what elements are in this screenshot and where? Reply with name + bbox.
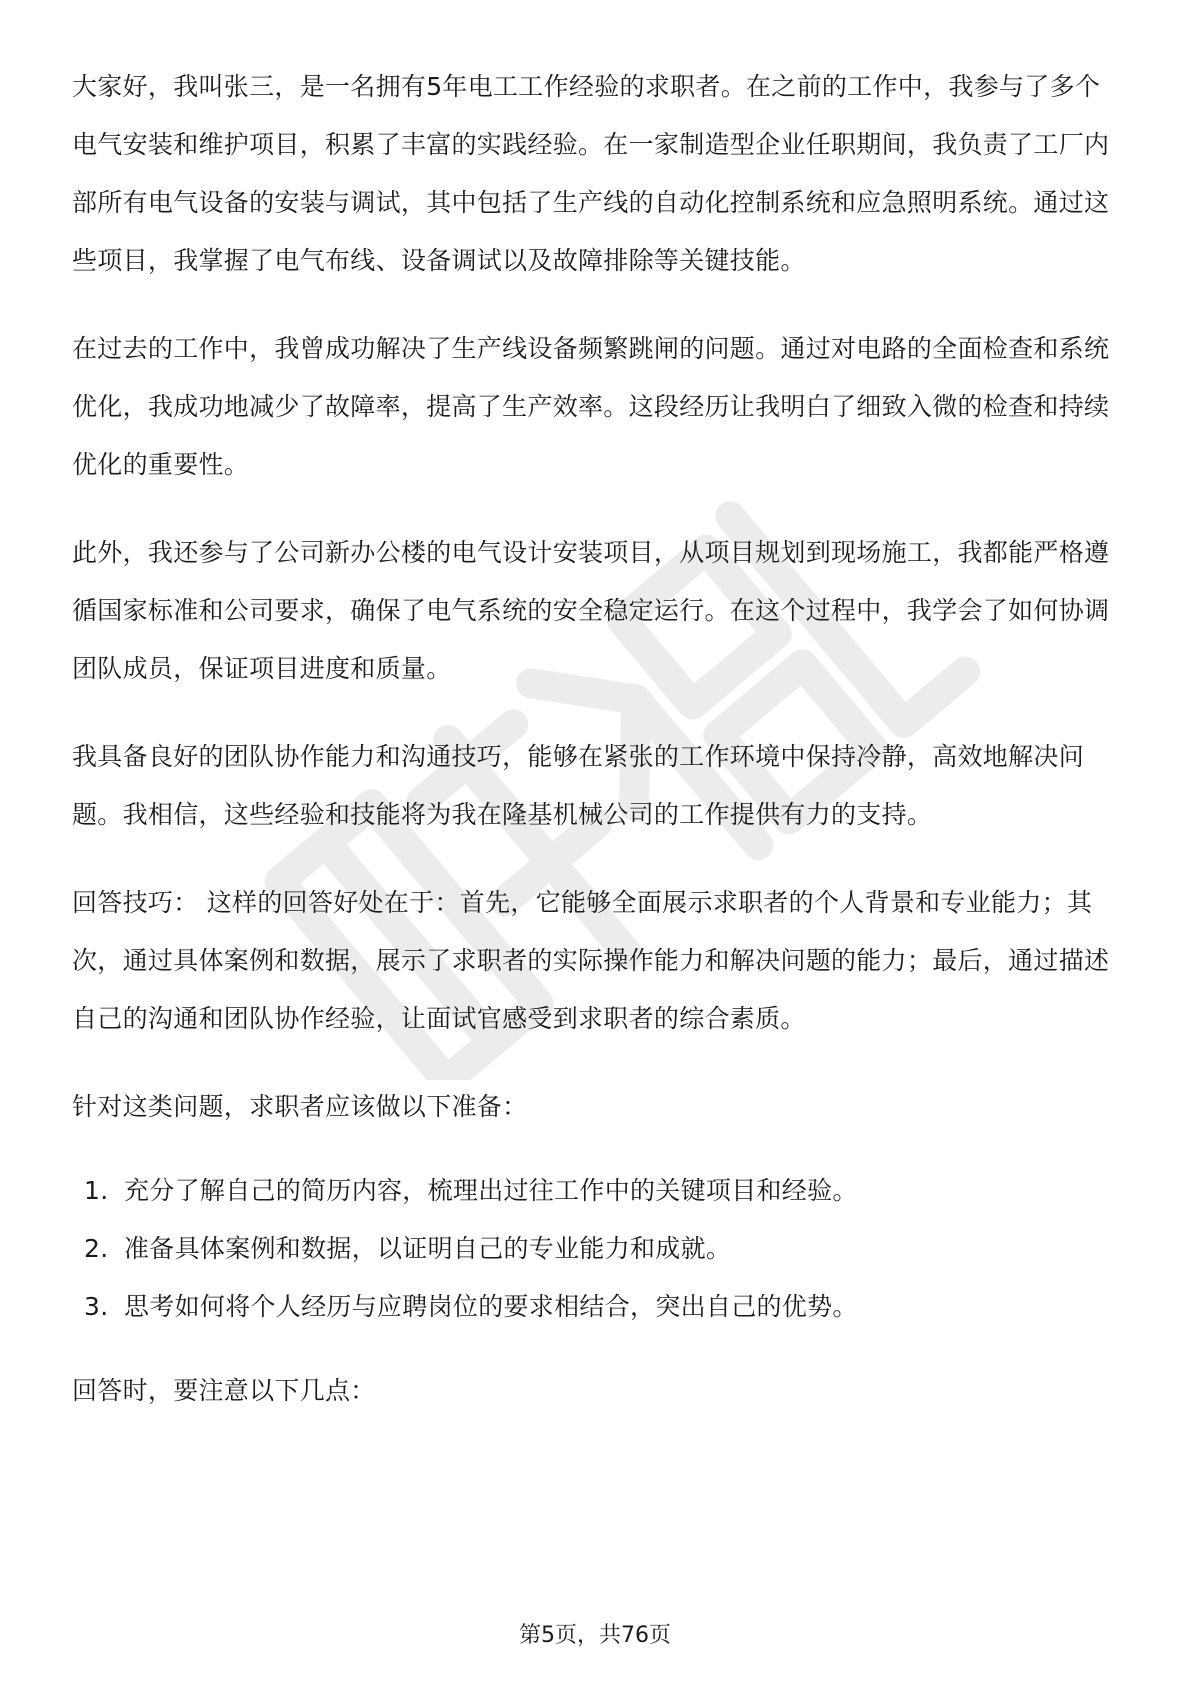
page-footer: 第5页，共76页 (519, 1623, 671, 1648)
document-body (72, 58, 1122, 1450)
paragraph-intro: 大家好，我叫张三，是一名拥有5年电工工作经验的求职者。在之前的工作中，我参与了多个电气安装和维护项目，积累了丰富的实践经验。在一家制造型企业任职期间，我负责了工厂内部所有电气设备的安装与调试，其中包括了生产线的自动化控制系统和应急照明系统。通过这些项目，我掌握了电气布线、设备调试以及故障排除等关键技能。 (72, 72, 1110, 275)
list-text: 思考如何将个人经历与应聘岗位的要求相结合，突出自己的优势。 (124, 1292, 858, 1321)
list-number: 1. (84, 1176, 109, 1205)
list-number: 2. (84, 1234, 109, 1263)
list-item (72, 1278, 1122, 1336)
list-item (72, 1162, 1122, 1220)
paragraph-teamwork: 我具备良好的团队协作能力和沟通技巧，能够在紧张的工作环境中保持冷静，高效地解决问题。我相信，这些经验和技能将为我在隆基机械公司的工作提供有力的支持。 (72, 742, 1085, 829)
list-number: 3. (84, 1292, 109, 1321)
list-text: 充分了解自己的简历内容，梳理出过往工作中的关键项目和经验。 (124, 1176, 858, 1205)
list-text: 准备具体案例和数据，以证明自己的专业能力和成就。 (124, 1234, 732, 1263)
paragraph-office-project: 此外，我还参与了公司新办公楼的电气设计安装项目，从项目规划到现场施工，我都能严格遵循国家标准和公司要求，确保了电气系统的安全稳定运行。在这个过程中，我学会了如何协调团队成员，保证项目进度和质量。 (72, 538, 1110, 683)
list-item (72, 1220, 1122, 1278)
paragraph-closing: 回答时，要注意以下几点： (72, 1376, 376, 1405)
paragraph-answer-tips: 回答技巧： 这样的回答好处在于：首先，它能够全面展示求职者的个人背景和专业能力；其次，通过具体案例和数据，展示了求职者的实际操作能力和解决问题的能力；最后，通过描述自己的沟通和团队协作经验，让面试官感受到求职者的综合素质。 (72, 888, 1110, 1033)
paragraph-trip-fix: 在过去的工作中，我曾成功解决了生产线设备频繁跳闸的问题。通过对电路的全面检查和系统优化，我成功地减少了故障率，提高了生产效率。这段经历让我明白了细致入微的检查和持续优化的重要性。 (72, 334, 1110, 479)
paragraph-preparation: 针对这类问题，求职者应该做以下准备： (72, 1092, 528, 1121)
preparation-list (72, 1162, 1122, 1336)
